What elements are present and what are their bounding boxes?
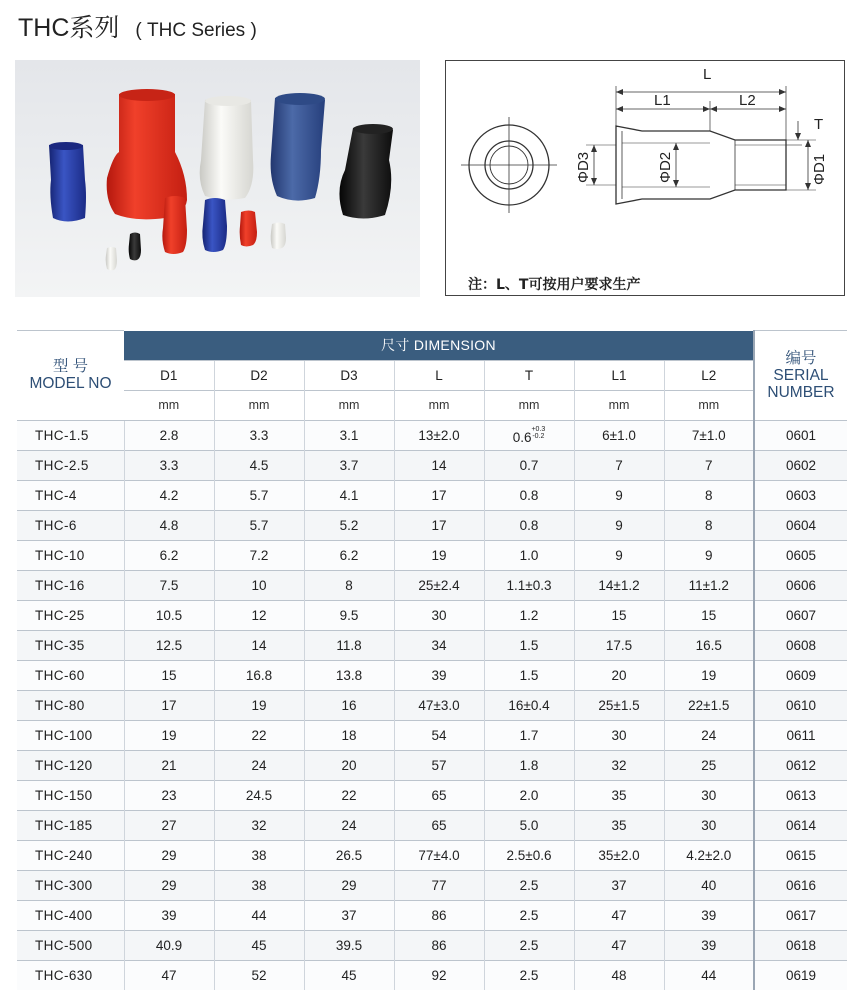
cell-model: THC-4 [17,480,124,510]
cell-d2: 22 [214,720,304,750]
cell-l2: 30 [664,780,754,810]
cell-l1: 47 [574,930,664,960]
unit-cell: mm [394,390,484,420]
cell-l: 47±3.0 [394,690,484,720]
cell-d2: 45 [214,930,304,960]
table-row [17,960,847,990]
cell-d2: 4.5 [214,450,304,480]
cell-serial: 0608 [754,630,847,660]
label-L: L [703,66,712,83]
column-header-l2: L2 [664,360,754,390]
cell-l2: 7 [664,450,754,480]
cell-d2: 7.2 [214,540,304,570]
table-row [17,900,847,930]
cell-l: 86 [394,900,484,930]
cell-l1: 48 [574,960,664,990]
product-photo [15,60,420,297]
product-photo-illustration [15,60,420,297]
cell-d1: 23 [124,780,214,810]
unit-cell: mm [664,390,754,420]
unit-row [17,390,847,420]
cell-d2: 3.3 [214,420,304,450]
cell-l1: 15 [574,600,664,630]
cell-d2: 24.5 [214,780,304,810]
blue-mini-cap [202,198,227,252]
cell-l2: 8 [664,510,754,540]
cell-d1: 4.2 [124,480,214,510]
column-header-d3: D3 [304,360,394,390]
cell-l1: 37 [574,870,664,900]
cell-serial: 0604 [754,510,847,540]
cell-l: 65 [394,810,484,840]
red-small-cap [162,196,187,254]
cell-l2: 7±1.0 [664,420,754,450]
cell-d3: 29 [304,870,394,900]
table-row [17,540,847,570]
column-header-t: T [484,360,574,390]
cell-l: 92 [394,960,484,990]
cell-l1: 30 [574,720,664,750]
cell-d2: 10 [214,570,304,600]
serial-header-en1: SERIAL [773,366,829,384]
cell-l: 86 [394,930,484,960]
column-header-l1: L1 [574,360,664,390]
cell-l1: 35 [574,810,664,840]
cell-l2: 19 [664,660,754,690]
cell-serial: 0618 [754,930,847,960]
cell-l1: 35±2.0 [574,840,664,870]
cell-l2: 40 [664,870,754,900]
cell-l2: 39 [664,900,754,930]
cell-model: THC-500 [17,930,124,960]
cell-t: 16±0.4 [484,690,574,720]
column-header-row [17,360,847,390]
cell-model: THC-6 [17,510,124,540]
cell-t: 1.8 [484,750,574,780]
dimension-diagram [445,60,845,296]
cell-l1: 20 [574,660,664,690]
cell-serial: 0616 [754,870,847,900]
cell-t [484,420,574,450]
cell-model: THC-400 [17,900,124,930]
cell-serial: 0602 [754,450,847,480]
unit-cell: mm [124,390,214,420]
label-L1: L1 [654,92,671,109]
tolerance-plus: +0.3 [531,425,546,433]
unit-cell: mm [214,390,304,420]
cell-d2: 38 [214,870,304,900]
cell-l: 30 [394,600,484,630]
cell-d1: 4.8 [124,510,214,540]
cell-l: 77±4.0 [394,840,484,870]
cell-l1: 32 [574,750,664,780]
cell-d2: 44 [214,900,304,930]
table-row [17,660,847,690]
label-D1: ΦD1 [811,153,828,185]
cell-t: 0.8 [484,510,574,540]
cell-d2: 52 [214,960,304,990]
cell-d2: 16.8 [214,660,304,690]
cell-l2: 30 [664,810,754,840]
cell-d2: 14 [214,630,304,660]
cell-d1: 21 [124,750,214,780]
tolerance [531,426,545,440]
cell-serial: 0601 [754,420,847,450]
red-tiny-cap [240,211,257,247]
cell-model: THC-2.5 [17,450,124,480]
cell-l1: 9 [574,510,664,540]
title-main: THC系列 [18,14,120,42]
table-row [17,750,847,780]
cell-d1: 6.2 [124,540,214,570]
cell-serial: 0619 [754,960,847,990]
white-tiny-cap-2 [106,247,117,270]
cell-t: 2.5 [484,870,574,900]
table-row [17,600,847,630]
cell-t: 1.5 [484,660,574,690]
cell-d3: 39.5 [304,930,394,960]
cell-d3: 6.2 [304,540,394,570]
cell-d1: 7.5 [124,570,214,600]
cell-model: THC-630 [17,960,124,990]
cell-d3: 4.1 [304,480,394,510]
cell-l2: 8 [664,480,754,510]
dimension-drawing [446,61,843,261]
tolerance-minus: -0.2 [532,432,545,440]
cell-d1: 29 [124,840,214,870]
cell-d2: 38 [214,840,304,870]
cell-l1: 17.5 [574,630,664,660]
table-row [17,420,847,450]
table-row [17,690,847,720]
column-header-l: L [394,360,484,390]
cell-l: 54 [394,720,484,750]
cell-d1: 39 [124,900,214,930]
cell-d2: 19 [214,690,304,720]
cell-d1: 2.8 [124,420,214,450]
cell-l1: 35 [574,780,664,810]
cell-l: 19 [394,540,484,570]
dark-tiny-cap [129,233,141,261]
cell-d2: 5.7 [214,480,304,510]
cell-l: 17 [394,510,484,540]
serial-header [754,331,847,421]
cell-serial: 0605 [754,540,847,570]
cell-model: THC-240 [17,840,124,870]
cell-l2: 9 [664,540,754,570]
cell-l1: 9 [574,540,664,570]
cell-l: 65 [394,780,484,810]
table-row [17,630,847,660]
cell-model: THC-150 [17,780,124,810]
model-header [17,331,124,421]
cell-d1: 3.3 [124,450,214,480]
serial-header-en2: NUMBER [767,383,835,401]
cell-serial: 0609 [754,660,847,690]
table-row [17,870,847,900]
cell-l: 57 [394,750,484,780]
black-cap [339,125,393,218]
table-row [17,780,847,810]
cell-model: THC-35 [17,630,124,660]
cell-serial: 0603 [754,480,847,510]
title-sub: ( THC Series ) [135,20,257,41]
cell-d3: 45 [304,960,394,990]
cell-serial: 0617 [754,900,847,930]
label-L2: L2 [739,92,756,109]
cell-l1: 25±1.5 [574,690,664,720]
cell-l: 39 [394,660,484,690]
cell-l: 25±2.4 [394,570,484,600]
page-title [18,8,257,44]
cell-l1: 6±1.0 [574,420,664,450]
cell-d1: 12.5 [124,630,214,660]
cell-d3: 9.5 [304,600,394,630]
cell-t: 1.0 [484,540,574,570]
cell-l2: 4.2±2.0 [664,840,754,870]
label-D2: ΦD2 [657,151,674,183]
cell-d1: 47 [124,960,214,990]
cell-t-value: 0.6 [512,429,532,445]
cell-t: 2.5±0.6 [484,840,574,870]
white-cap [200,97,254,200]
spec-table [17,330,847,990]
table-row [17,810,847,840]
cell-l: 17 [394,480,484,510]
cell-l1: 14±1.2 [574,570,664,600]
column-header-d1: D1 [124,360,214,390]
cell-serial: 0607 [754,600,847,630]
cell-l: 13±2.0 [394,420,484,450]
unit-cell: mm [574,390,664,420]
cell-d2: 5.7 [214,510,304,540]
model-header-cn: 型 号 [52,358,89,376]
cell-l: 77 [394,870,484,900]
table-row [17,450,847,480]
cell-d3: 8 [304,570,394,600]
table-row [17,480,847,510]
cell-model: THC-100 [17,720,124,750]
cell-t: 1.5 [484,630,574,660]
model-header-en: MODEL NO [29,375,112,393]
cell-serial: 0614 [754,810,847,840]
cell-d3: 5.2 [304,510,394,540]
cell-l: 34 [394,630,484,660]
cell-serial: 0606 [754,570,847,600]
cell-t: 5.0 [484,810,574,840]
cell-t: 1.7 [484,720,574,750]
cell-l1: 9 [574,480,664,510]
cell-t: 2.5 [484,900,574,930]
cell-model: THC-16 [17,570,124,600]
cell-d3: 26.5 [304,840,394,870]
cell-l1: 7 [574,450,664,480]
cell-d3: 13.8 [304,660,394,690]
cell-serial: 0613 [754,780,847,810]
cell-l2: 15 [664,600,754,630]
spec-table-container [17,330,847,990]
blue-small-cap [49,143,86,222]
cell-l1: 47 [574,900,664,930]
blue-grey-cap [271,95,325,200]
cell-t: 0.7 [484,450,574,480]
cell-d2: 12 [214,600,304,630]
table-row [17,930,847,960]
cell-model: THC-60 [17,660,124,690]
cell-l2: 44 [664,960,754,990]
cell-d1: 19 [124,720,214,750]
cell-t: 0.8 [484,480,574,510]
cell-l2: 11±1.2 [664,570,754,600]
serial-header-cn: 编号 [785,349,817,367]
table-row [17,720,847,750]
cell-t: 1.1±0.3 [484,570,574,600]
cell-serial: 0615 [754,840,847,870]
cell-t: 1.2 [484,600,574,630]
cell-serial: 0612 [754,750,847,780]
table-row [17,570,847,600]
cell-d3: 11.8 [304,630,394,660]
cell-serial: 0610 [754,690,847,720]
cell-model: THC-80 [17,690,124,720]
unit-cell: mm [304,390,394,420]
cell-d3: 22 [304,780,394,810]
cell-l2: 39 [664,930,754,960]
spec-table-body [17,420,847,990]
cell-d3: 16 [304,690,394,720]
cell-d1: 29 [124,870,214,900]
unit-cell: mm [484,390,574,420]
column-header-d2: D2 [214,360,304,390]
cell-model: THC-10 [17,540,124,570]
cell-d1: 27 [124,810,214,840]
cell-model: THC-25 [17,600,124,630]
cell-d2: 32 [214,810,304,840]
cell-t: 2.0 [484,780,574,810]
table-row [17,840,847,870]
white-tiny-cap [271,223,286,250]
cell-d1: 17 [124,690,214,720]
cell-l2: 22±1.5 [664,690,754,720]
label-D3: ΦD3 [575,151,592,183]
dimension-header: 尺寸 DIMENSION [124,331,754,361]
production-note: 注：L、T可按用户要求生产 [468,277,641,293]
cell-d2: 24 [214,750,304,780]
cell-t: 2.5 [484,930,574,960]
cell-l2: 24 [664,720,754,750]
cell-model: THC-1.5 [17,420,124,450]
cell-d1: 15 [124,660,214,690]
cell-d3: 20 [304,750,394,780]
cell-l: 14 [394,450,484,480]
cell-d1: 40.9 [124,930,214,960]
cell-serial: 0611 [754,720,847,750]
label-T: T [814,116,824,133]
cell-model: THC-185 [17,810,124,840]
cell-model: THC-300 [17,870,124,900]
cell-d3: 37 [304,900,394,930]
cell-d3: 18 [304,720,394,750]
cell-d3: 24 [304,810,394,840]
cell-t: 2.5 [484,960,574,990]
table-row [17,510,847,540]
cell-d3: 3.7 [304,450,394,480]
cell-d3: 3.1 [304,420,394,450]
cell-l2: 16.5 [664,630,754,660]
cell-l2: 25 [664,750,754,780]
cell-d1: 10.5 [124,600,214,630]
cell-model: THC-120 [17,750,124,780]
